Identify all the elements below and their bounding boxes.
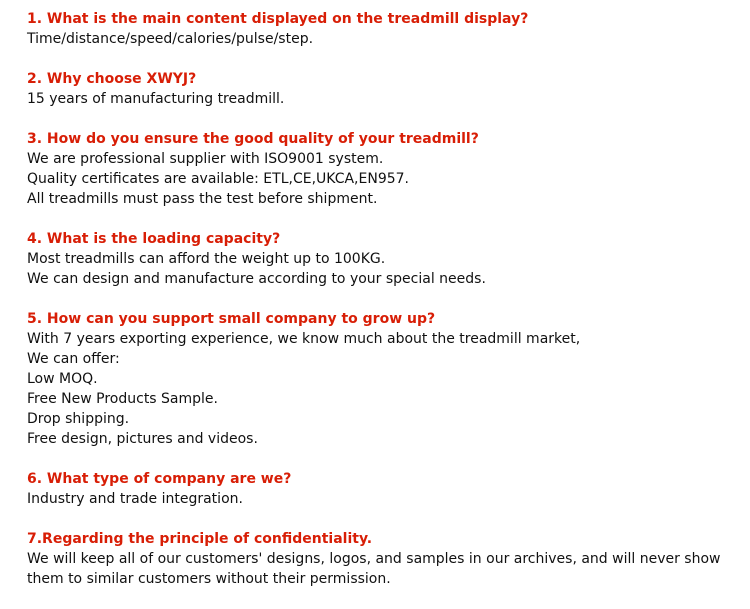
faq-item-7	[27, 529, 732, 589]
answer-line: Low MOQ.	[27, 371, 98, 387]
faq-answer	[27, 29, 732, 49]
answer-line: With 7 years exporting experience, we know much about the treadmill market,	[27, 331, 581, 347]
answer-line: All treadmills must pass the test before shipment.	[27, 191, 378, 207]
faq-item-1	[27, 9, 732, 49]
faq-item-3	[27, 129, 732, 209]
faq-answer	[27, 249, 732, 289]
answer-line: 15 years of manufacturing treadmill.	[27, 91, 285, 107]
faq-list	[27, 9, 732, 609]
answer-line: We are professional supplier with ISO9001 system.	[27, 151, 384, 167]
faq-question: 4. What is the loading capacity?	[27, 231, 281, 247]
faq-question: 7.Regarding the principle of confidentiality.	[27, 531, 373, 547]
faq-question: 2. Why choose XWYJ?	[27, 71, 197, 87]
answer-line: We can design and manufacture according to your special needs.	[27, 271, 486, 287]
faq-question: 1. What is the main content displayed on the treadmill display?	[27, 11, 529, 27]
answer-line: Industry and trade integration.	[27, 491, 243, 507]
faq-item-6	[27, 469, 732, 509]
answer-line: Drop shipping.	[27, 411, 130, 427]
faq-answer	[27, 489, 732, 509]
faq-answer	[27, 89, 732, 109]
answer-line: Free design, pictures and videos.	[27, 431, 258, 447]
faq-answer	[27, 329, 732, 449]
answer-line: Time/distance/speed/calories/pulse/step.	[27, 31, 314, 47]
answer-line: Free New Products Sample.	[27, 391, 218, 407]
faq-item-5	[27, 309, 732, 449]
faq-item-4	[27, 229, 732, 289]
answer-paragraph: We will keep all of our customers' designs, logos, and samples in our archives, and will never show them to similar customers without their permission.	[27, 551, 721, 587]
faq-question: 5. How can you support small company to grow up?	[27, 311, 436, 327]
faq-item-2	[27, 69, 732, 109]
answer-line: Most treadmills can afford the weight up to 100KG.	[27, 251, 386, 267]
answer-line: Quality certificates are available: ETL,CE,UKCA,EN957.	[27, 171, 409, 187]
faq-question: 3. How do you ensure the good quality of your treadmill?	[27, 131, 479, 147]
faq-answer	[27, 549, 732, 589]
answer-line: We can offer:	[27, 351, 120, 367]
faq-question: 6. What type of company are we?	[27, 471, 292, 487]
faq-answer	[27, 149, 732, 209]
